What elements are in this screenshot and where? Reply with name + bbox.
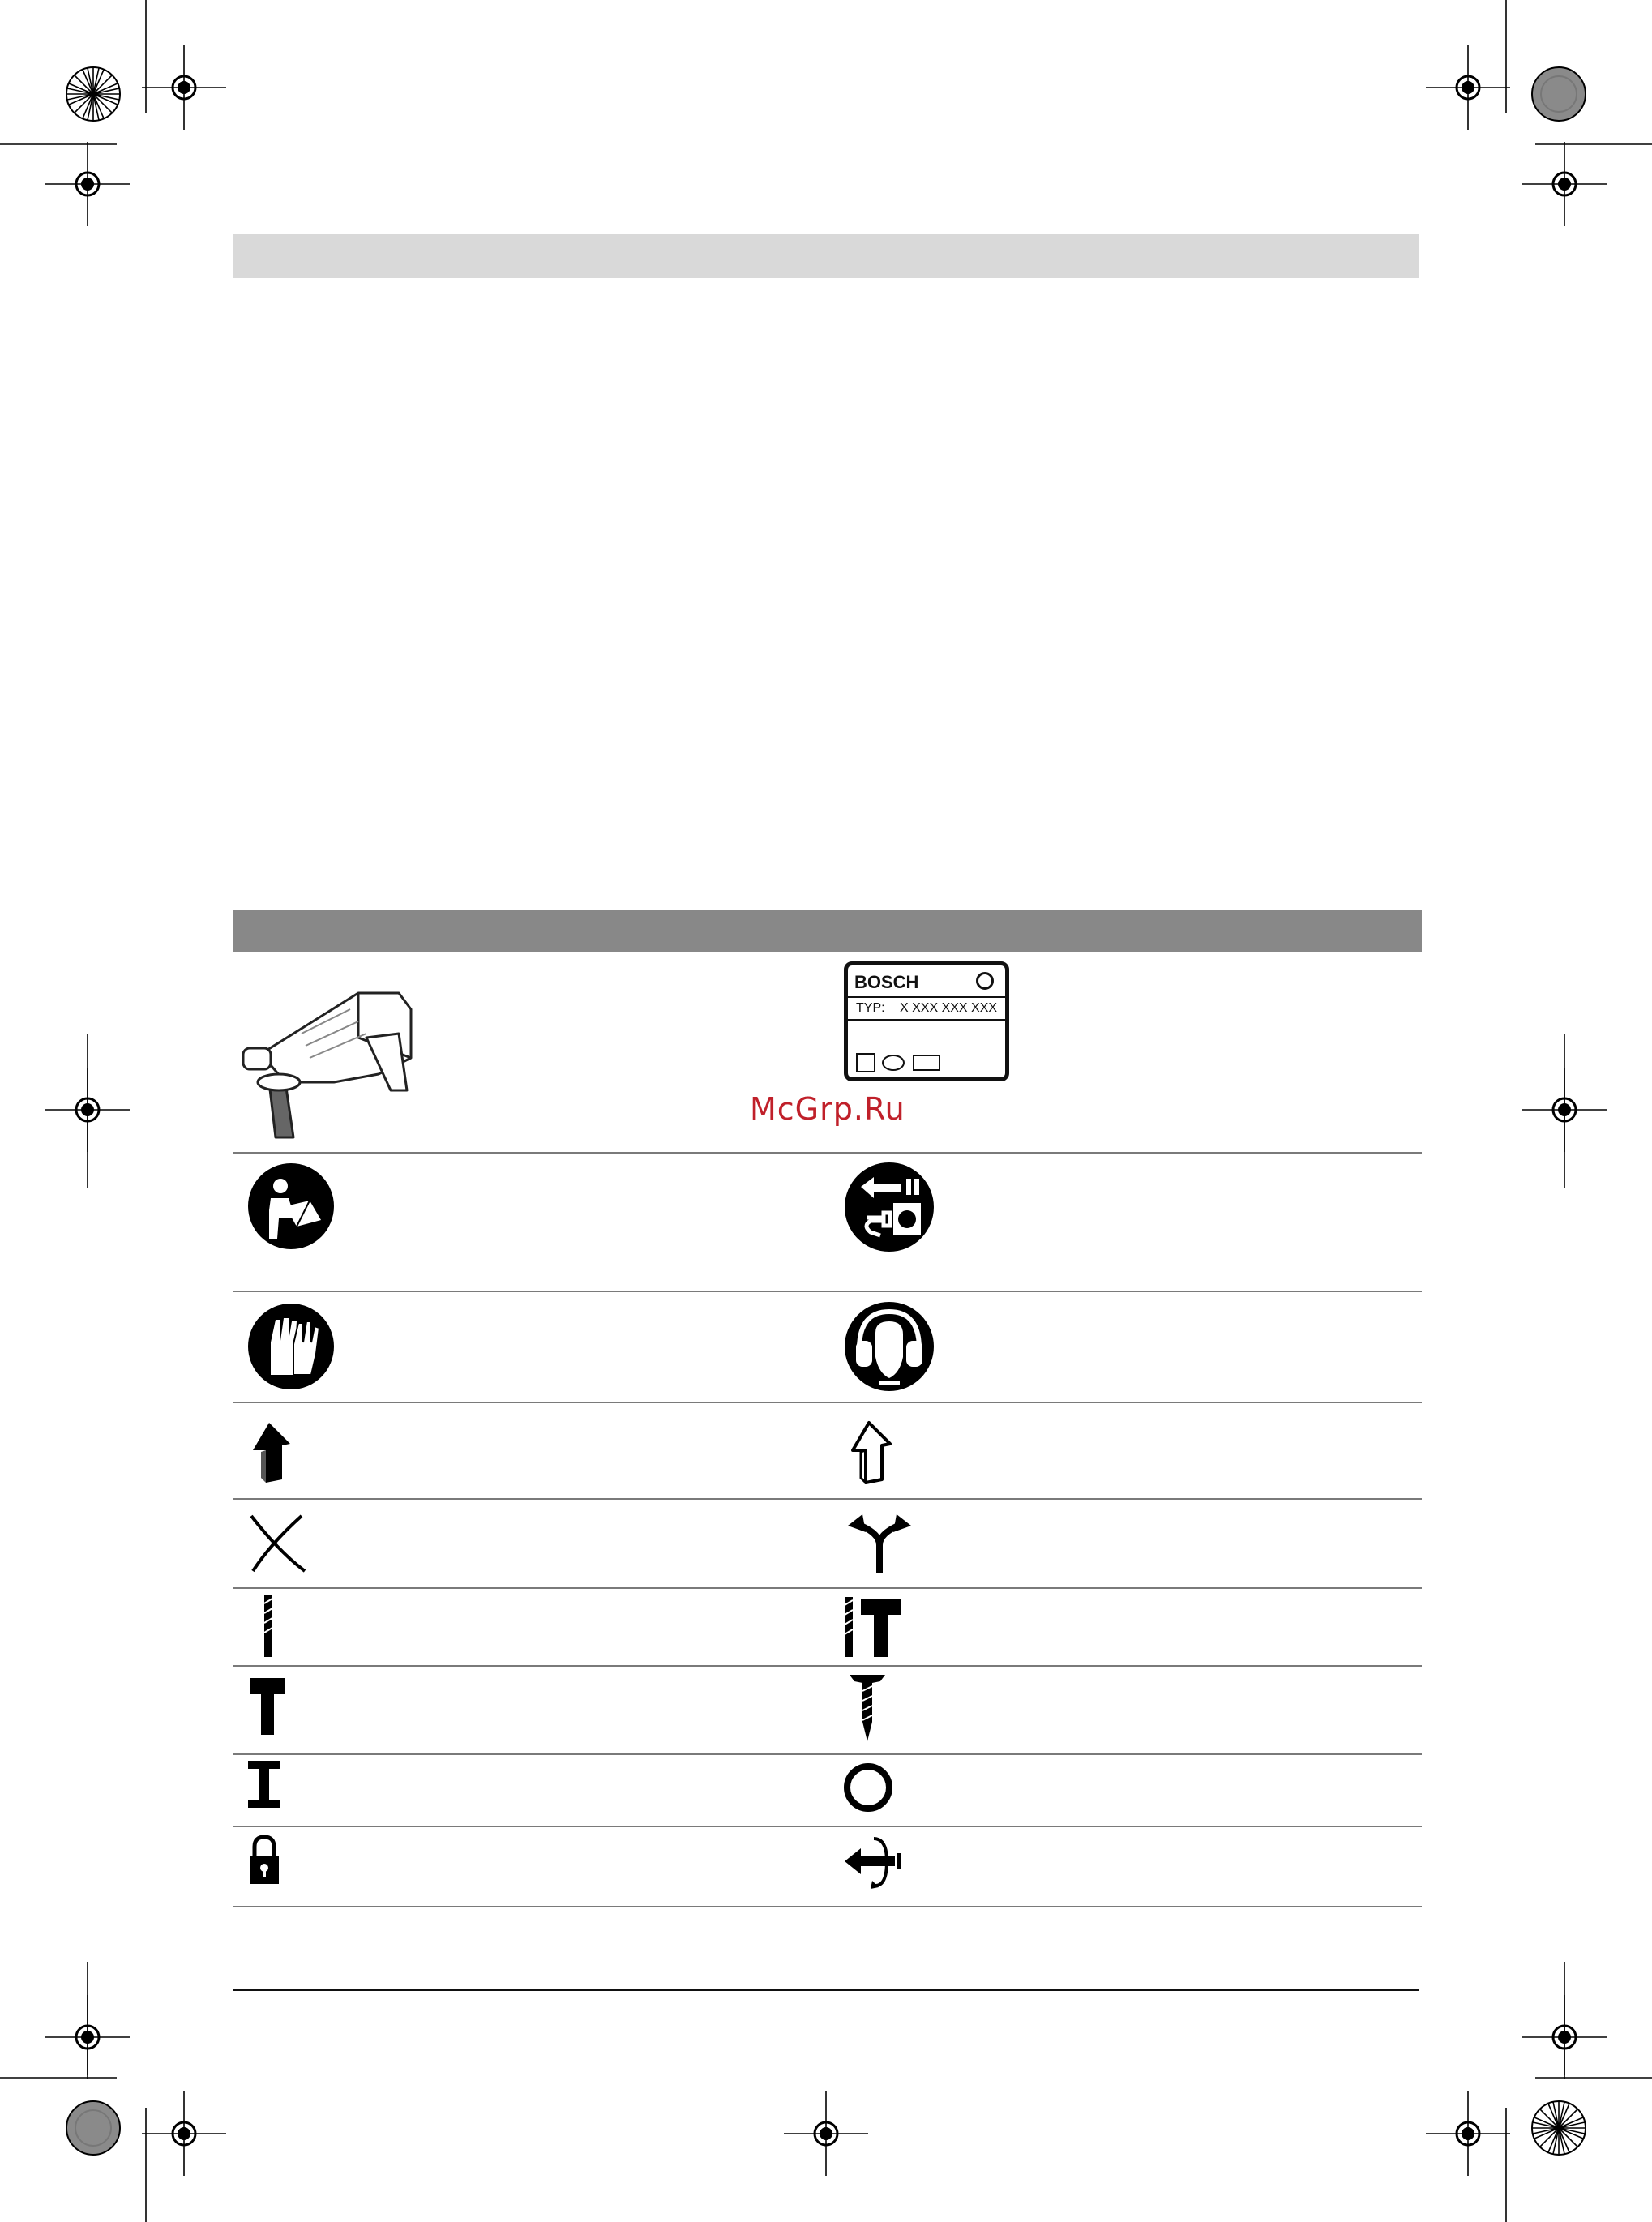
type-plate-type-number: X XXX XXX XXX bbox=[900, 1001, 998, 1015]
forbidden-cross-icon bbox=[246, 1511, 311, 1576]
symbol-table-header bbox=[233, 910, 1422, 952]
rotary-hammer-illustration bbox=[237, 961, 423, 1147]
row-divider bbox=[233, 1665, 1422, 1667]
padlock-icon bbox=[248, 1834, 280, 1886]
reaction-arrow-outline-icon bbox=[845, 1419, 901, 1484]
bosch-logo-icon bbox=[976, 972, 994, 990]
type-plate-divider bbox=[848, 996, 1005, 998]
selection-fork-arrow-icon bbox=[845, 1508, 914, 1574]
footer-rule bbox=[233, 1989, 1419, 1991]
chiselling-icon bbox=[248, 1676, 289, 1736]
type-plate-divider-2 bbox=[848, 1019, 1005, 1021]
row-divider bbox=[233, 1587, 1422, 1589]
header-bar bbox=[233, 234, 1419, 278]
wear-gloves-icon bbox=[246, 1302, 336, 1391]
square-mark-icon bbox=[856, 1053, 875, 1072]
type-plate-type-label: TYP: bbox=[856, 1001, 885, 1015]
rotary-stop-icon bbox=[246, 1759, 282, 1809]
type-plate-brand: BOSCH bbox=[854, 972, 919, 992]
row-divider bbox=[233, 1498, 1422, 1500]
watermark: McGrp.Ru bbox=[750, 1091, 905, 1127]
hammer-drilling-icon bbox=[843, 1595, 905, 1659]
unplug-before-work-icon bbox=[843, 1161, 935, 1253]
row-divider bbox=[233, 1753, 1422, 1755]
type-plate-icon bbox=[844, 961, 1009, 1081]
row-divider bbox=[233, 1291, 1422, 1292]
action-arrow-filled-icon bbox=[245, 1419, 302, 1484]
oval-mark-icon bbox=[882, 1055, 905, 1071]
screwdriving-icon bbox=[848, 1673, 887, 1743]
circle-on-icon bbox=[843, 1762, 893, 1813]
rotation-direction-icon bbox=[843, 1834, 903, 1890]
row-divider bbox=[233, 1152, 1422, 1154]
row-divider bbox=[233, 1906, 1422, 1907]
row-divider bbox=[233, 1402, 1422, 1403]
row-divider bbox=[233, 1826, 1422, 1827]
read-manual-icon bbox=[246, 1162, 336, 1251]
rectangle-mark-icon bbox=[913, 1055, 940, 1071]
rotary-drilling-icon bbox=[261, 1595, 277, 1657]
wear-hearing-protection-icon bbox=[843, 1300, 935, 1393]
